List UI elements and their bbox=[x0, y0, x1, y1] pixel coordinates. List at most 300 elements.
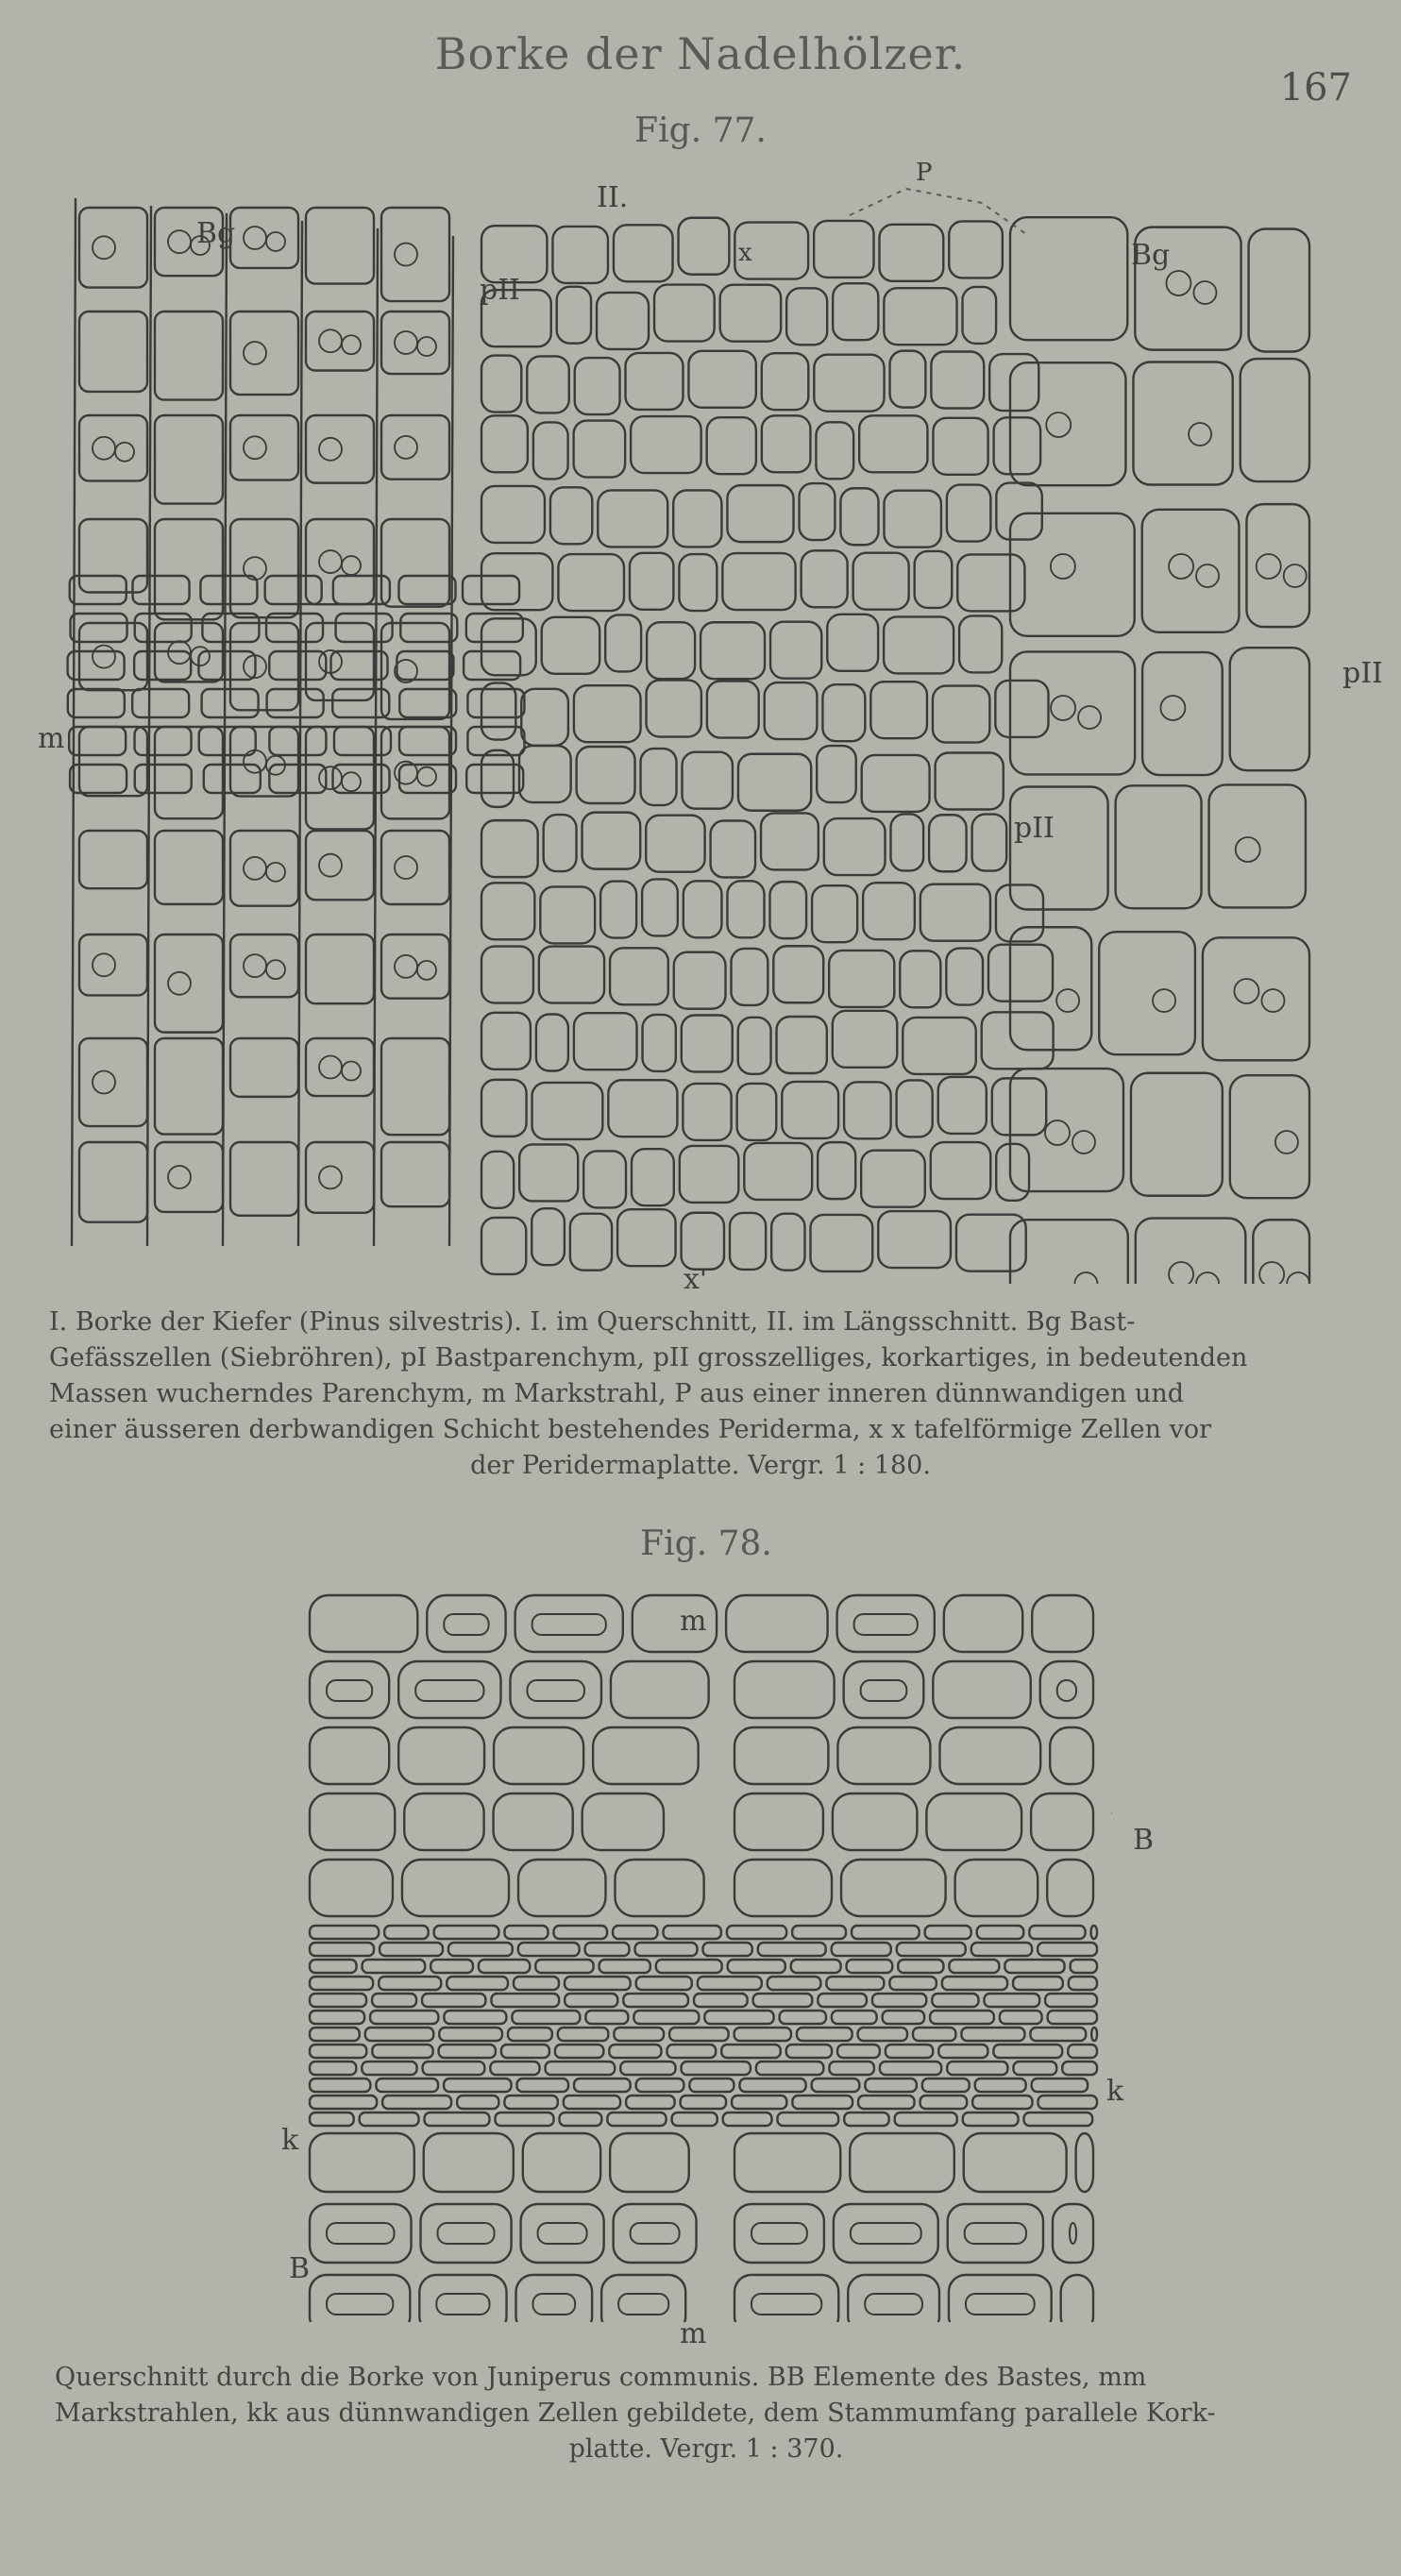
cell-nucleus bbox=[1275, 1131, 1298, 1153]
cork-cell bbox=[847, 1960, 893, 1973]
cork-cell bbox=[564, 2096, 620, 2109]
periderm-cell bbox=[711, 820, 755, 877]
cork-cell bbox=[723, 2113, 772, 2126]
cork-cell bbox=[574, 2079, 631, 2092]
cell-nucleus bbox=[1153, 989, 1175, 1012]
bast-cell bbox=[593, 1727, 699, 1784]
sieve-tube-cell bbox=[155, 727, 223, 818]
cork-cell bbox=[623, 1994, 688, 2007]
cork-cell bbox=[636, 2079, 684, 2092]
cork-cell bbox=[633, 2011, 699, 2024]
periderm-cell bbox=[481, 820, 538, 877]
bast-cell bbox=[850, 2133, 954, 2192]
periderm-cell bbox=[688, 351, 755, 408]
fig77-caption-line: der Peridermaplatte. Vergr. 1 : 180. bbox=[470, 1451, 931, 1480]
bast-cell bbox=[616, 1860, 704, 1916]
cell-nucleus bbox=[1056, 989, 1079, 1012]
cork-cell bbox=[310, 2113, 354, 2126]
periderm-cell bbox=[519, 746, 571, 802]
bast-cell bbox=[1040, 1661, 1093, 1718]
cork-cell bbox=[565, 1994, 617, 2007]
periderm-cell bbox=[722, 553, 795, 610]
fig77-caption-line: Gefässzellen (Siebröhren), pI Bastparenchym, pII grosszelliges, korkartiges, in bedeutenden bbox=[49, 1343, 1248, 1372]
cell-nucleus bbox=[115, 443, 134, 462]
cell-nucleus bbox=[395, 856, 417, 879]
periderm-cell bbox=[641, 749, 677, 805]
periderm-cell bbox=[957, 554, 1024, 611]
periderm-cell bbox=[933, 418, 987, 475]
bast-cell bbox=[734, 2204, 824, 2263]
cork-cell bbox=[425, 2113, 490, 2126]
fig78-caption-line: Markstrahlen, kk aus dünnwandigen Zellen gebildete, dem Stammumfang parallele Kork- bbox=[55, 2399, 1216, 2428]
periderm-cell bbox=[777, 1017, 827, 1073]
bast-lumen bbox=[327, 2294, 393, 2315]
cell-nucleus bbox=[266, 960, 285, 979]
cell-nucleus bbox=[342, 556, 361, 575]
fig78-label-m-bottom: m bbox=[680, 2317, 707, 2350]
cell-nucleus bbox=[266, 232, 285, 251]
bast-lumen bbox=[631, 2223, 680, 2244]
cork-cell bbox=[1013, 2062, 1056, 2075]
periderm-cell bbox=[646, 816, 704, 872]
periderm-cell bbox=[761, 813, 819, 869]
bast-cell bbox=[494, 1793, 573, 1850]
periderm-cell bbox=[481, 415, 528, 472]
cell-nucleus bbox=[395, 955, 417, 978]
cell-nucleus bbox=[168, 1166, 191, 1188]
periderm-cell bbox=[527, 356, 568, 412]
periderm-cell bbox=[610, 948, 668, 1004]
periderm-cell bbox=[605, 615, 641, 671]
periderm-cell bbox=[762, 415, 811, 472]
bast-lumen bbox=[532, 2294, 575, 2315]
periderm-cell bbox=[870, 682, 927, 738]
bast-cell bbox=[1031, 1793, 1093, 1850]
cork-cell bbox=[1029, 1926, 1085, 1939]
bast-cell bbox=[310, 1793, 395, 1850]
cork-cell bbox=[439, 2028, 502, 2041]
bast-lumen bbox=[532, 1614, 606, 1635]
bast-lumen bbox=[327, 1680, 372, 1701]
periderm-cell bbox=[972, 815, 1007, 871]
periderm-cell bbox=[574, 421, 626, 478]
periderm-cell bbox=[812, 885, 857, 942]
sieve-tube-cell bbox=[230, 831, 298, 906]
periderm-cell bbox=[995, 681, 1048, 737]
cork-cell bbox=[372, 1994, 416, 2007]
cork-cell bbox=[698, 1977, 762, 1990]
cork-cell bbox=[518, 1943, 580, 1956]
sieve-tube-cell bbox=[155, 415, 223, 504]
cork-cell bbox=[844, 2113, 888, 2126]
cell-nucleus bbox=[417, 337, 436, 356]
sieve-tube-cell bbox=[306, 831, 374, 900]
cork-cell bbox=[609, 2045, 661, 2058]
fig77-label-bg-right: Bg bbox=[1131, 239, 1171, 272]
cork-cell bbox=[448, 1943, 513, 1956]
bast-cell bbox=[1076, 2133, 1093, 2192]
periderm-cell bbox=[890, 351, 926, 408]
periderm-cell bbox=[540, 886, 595, 943]
periderm-cell bbox=[481, 1013, 531, 1069]
cork-cell bbox=[938, 2045, 987, 2058]
sieve-tube-cell bbox=[381, 519, 449, 607]
periderm-cell bbox=[891, 814, 924, 870]
sieve-tube-cell bbox=[306, 208, 374, 284]
medullary-ray-cell bbox=[466, 765, 523, 793]
parenchyma-cell bbox=[1253, 1220, 1309, 1284]
cork-cell bbox=[728, 1960, 785, 1973]
bast-lumen bbox=[527, 1680, 583, 1701]
periderm-cell bbox=[544, 815, 577, 871]
medullary-ray-cell bbox=[132, 689, 189, 717]
periderm-cell bbox=[782, 1082, 838, 1138]
cork-cell bbox=[512, 2011, 580, 2024]
periderm-cell bbox=[738, 754, 811, 811]
parenchyma-cell bbox=[1249, 229, 1309, 352]
bast-lumen bbox=[865, 2294, 922, 2315]
periderm-cell bbox=[679, 218, 730, 275]
periderm-cell bbox=[800, 483, 836, 540]
bast-cell bbox=[734, 1793, 823, 1850]
periderm-cell bbox=[840, 488, 878, 545]
bast-cell bbox=[404, 1793, 483, 1850]
parenchyma-cell bbox=[1010, 1220, 1128, 1284]
cell-nucleus bbox=[1074, 1272, 1097, 1284]
cork-cell bbox=[949, 1960, 999, 1973]
medullary-ray-cell bbox=[200, 576, 257, 604]
cork-cell bbox=[732, 2096, 786, 2109]
cork-cell bbox=[430, 1960, 473, 1973]
cell-nucleus bbox=[342, 335, 361, 354]
periderm-cell bbox=[570, 1214, 612, 1271]
cork-cell bbox=[898, 1960, 943, 1973]
cell-nucleus bbox=[1234, 979, 1258, 1003]
periderm-cell bbox=[682, 1213, 724, 1270]
periderm-cell bbox=[770, 622, 821, 679]
cork-cell bbox=[635, 1943, 698, 1956]
periderm-cell bbox=[737, 1084, 777, 1140]
periderm-cell bbox=[730, 1213, 766, 1270]
cork-cell bbox=[546, 2062, 616, 2075]
cork-cell bbox=[565, 1977, 631, 1990]
cell-nucleus bbox=[244, 954, 266, 977]
bast-cell bbox=[494, 1727, 583, 1784]
sieve-tube-cell bbox=[381, 831, 449, 904]
periderm-cell bbox=[727, 485, 793, 542]
parenchyma-cell bbox=[1010, 217, 1127, 340]
periderm-cell bbox=[786, 288, 827, 345]
periderm-cell bbox=[994, 417, 1041, 474]
fig78-label-m-top: m bbox=[680, 1605, 707, 1638]
periderm-cell bbox=[625, 353, 683, 410]
cell-nucleus bbox=[93, 437, 115, 460]
cell-nucleus bbox=[395, 331, 417, 354]
cork-cell bbox=[434, 1926, 499, 1939]
cork-cell bbox=[514, 1977, 559, 1990]
cork-cell bbox=[1024, 2113, 1093, 2126]
periderm-cell bbox=[988, 945, 1053, 1002]
medullary-ray-cell bbox=[69, 727, 126, 755]
cork-cell bbox=[913, 2028, 955, 2041]
cork-cell bbox=[791, 1960, 841, 1973]
sieve-tube-cell bbox=[155, 311, 223, 400]
periderm-cell bbox=[552, 227, 608, 283]
sieve-tube-cell bbox=[306, 934, 374, 1003]
cell-nucleus bbox=[1078, 706, 1101, 729]
periderm-cell bbox=[931, 352, 984, 409]
periderm-cell bbox=[824, 818, 886, 875]
cork-cell bbox=[1069, 1977, 1097, 1990]
periderm-cell bbox=[682, 1015, 733, 1071]
periderm-cell bbox=[598, 490, 667, 547]
periderm-cell bbox=[771, 1214, 804, 1271]
bast-cell bbox=[734, 1661, 835, 1718]
periderm-cell bbox=[814, 355, 884, 412]
cork-cell bbox=[501, 2045, 549, 2058]
cell-nucleus bbox=[244, 436, 266, 459]
cork-cell bbox=[777, 2113, 838, 2126]
cork-cell bbox=[310, 2011, 364, 2024]
periderm-cell bbox=[946, 949, 983, 1005]
cork-cell bbox=[310, 1926, 379, 1939]
bast-cell bbox=[926, 1793, 1021, 1850]
figure-77-caption bbox=[49, 1305, 1352, 1484]
fig77-caption-line: Massen wucherndes Parenchym, m Markstrahl, P aus einer inneren dünnwandigen und bbox=[49, 1379, 1185, 1408]
cell-nucleus bbox=[1287, 1272, 1309, 1284]
cork-cell bbox=[535, 1960, 593, 1973]
bast-lumen bbox=[538, 2223, 587, 2244]
periderm-cell bbox=[827, 615, 878, 671]
fig78-label-k-right: k bbox=[1106, 2075, 1124, 2108]
cork-cell bbox=[362, 2062, 416, 2075]
bast-cell bbox=[833, 1793, 917, 1850]
cork-cell bbox=[792, 2096, 852, 2109]
periderm-cell bbox=[810, 1215, 872, 1271]
periderm-cell bbox=[654, 285, 715, 342]
cork-cell bbox=[310, 2079, 370, 2092]
cork-cell bbox=[972, 2096, 1032, 2109]
cork-cell bbox=[672, 2113, 717, 2126]
parenchyma-cell bbox=[1010, 1069, 1123, 1191]
cell-nucleus bbox=[266, 863, 285, 882]
periderm-cell bbox=[481, 618, 536, 675]
bast-lumen bbox=[438, 2223, 495, 2244]
cell-nucleus bbox=[93, 236, 115, 259]
bast-lumen bbox=[327, 2223, 395, 2244]
periderm-cell bbox=[936, 753, 1004, 810]
cork-cell bbox=[439, 2045, 496, 2058]
periderm-cell bbox=[884, 491, 940, 547]
cell-nucleus bbox=[1051, 554, 1075, 579]
periderm-cell bbox=[982, 1012, 1054, 1069]
cork-cell bbox=[490, 2062, 539, 2075]
cork-cell bbox=[656, 1960, 722, 1973]
cell-nucleus bbox=[1166, 271, 1190, 295]
cork-cell bbox=[858, 2028, 907, 2041]
periderm-cell bbox=[897, 1080, 933, 1136]
sieve-tube-cell bbox=[155, 934, 223, 1033]
cork-cell bbox=[922, 2079, 970, 2092]
periderm-cell bbox=[481, 883, 534, 939]
figure-77-illustration bbox=[57, 160, 1326, 1284]
cork-cell bbox=[984, 1994, 1039, 2007]
sieve-tube-cell bbox=[230, 934, 298, 997]
medullary-ray-cell bbox=[134, 651, 191, 680]
periderm-cell bbox=[574, 1013, 637, 1069]
sieve-tube-cell bbox=[306, 415, 374, 483]
medullary-ray-cell bbox=[133, 576, 190, 604]
cork-cell bbox=[971, 1943, 1032, 1956]
cork-cell bbox=[925, 1926, 971, 1939]
cell-nucleus bbox=[93, 953, 115, 976]
periderm-cell bbox=[859, 415, 927, 472]
cork-cell bbox=[837, 2045, 880, 2058]
bast-cell bbox=[837, 1595, 935, 1652]
bast-cell bbox=[402, 1860, 509, 1916]
cork-cell bbox=[613, 1926, 657, 1939]
cell-nucleus bbox=[244, 227, 266, 249]
medullary-ray-cell bbox=[204, 765, 261, 793]
cell-nucleus bbox=[244, 557, 266, 580]
fig77-caption-line: I. Borke der Kiefer (Pinus silvestris). I. im Querschnitt, II. im Längsschnitt. Bg Bast- bbox=[49, 1307, 1136, 1337]
sieve-tube-cell bbox=[79, 727, 147, 796]
periderm-cell bbox=[632, 1149, 674, 1205]
cork-cell bbox=[508, 2028, 552, 2041]
cork-cell bbox=[812, 2079, 860, 2092]
cork-cell bbox=[667, 2045, 716, 2058]
bast-lumen bbox=[415, 1680, 483, 1701]
cork-cell bbox=[363, 1960, 426, 1973]
sieve-tube-cell bbox=[79, 1142, 147, 1222]
periderm-cell bbox=[959, 615, 1002, 672]
fig77-label-pII-mid: pII bbox=[1014, 812, 1055, 845]
cell-nucleus bbox=[395, 244, 417, 266]
sieve-tube-cell bbox=[381, 1142, 449, 1206]
sieve-tube-cell bbox=[306, 1142, 374, 1213]
sieve-tube-cell bbox=[79, 311, 147, 392]
sieve-tube-cell bbox=[381, 208, 449, 301]
periderm-cell bbox=[996, 483, 1041, 540]
sieve-tube-cell bbox=[230, 415, 298, 480]
bast-lumen bbox=[1057, 1680, 1076, 1701]
bast-cell bbox=[518, 1860, 605, 1916]
bast-cell bbox=[834, 2204, 938, 2263]
cork-cell bbox=[517, 2079, 568, 2092]
periderm-cell bbox=[770, 882, 807, 938]
parenchyma-cell bbox=[1142, 652, 1223, 775]
cork-cell bbox=[444, 2079, 511, 2092]
bast-cell bbox=[582, 1793, 664, 1850]
cork-cell bbox=[504, 1926, 548, 1939]
periderm-cell bbox=[802, 550, 848, 607]
parenchyma-cell bbox=[1116, 785, 1202, 908]
cork-cell bbox=[920, 2096, 968, 2109]
bast-cell bbox=[837, 1727, 930, 1784]
periderm-cell bbox=[900, 951, 940, 1007]
periderm-cell bbox=[684, 881, 722, 937]
periderm-cell bbox=[481, 1152, 514, 1208]
cork-cell bbox=[883, 2011, 924, 2024]
periderm-cell bbox=[680, 1146, 739, 1203]
cork-cell bbox=[380, 1943, 443, 1956]
periderm-cell bbox=[920, 884, 990, 941]
cork-cell bbox=[372, 2045, 432, 2058]
bast-cell bbox=[610, 2133, 689, 2192]
cork-cell bbox=[310, 2096, 377, 2109]
cork-cell bbox=[491, 1994, 559, 2007]
cork-cell bbox=[384, 1926, 428, 1939]
periderm-cell bbox=[762, 353, 808, 410]
periderm-cell bbox=[481, 683, 515, 740]
bast-lumen bbox=[618, 2294, 668, 2315]
cork-cell bbox=[495, 2113, 553, 2126]
cork-cell bbox=[553, 1926, 607, 1939]
cell-nucleus bbox=[1072, 1131, 1095, 1153]
bast-cell bbox=[398, 1727, 484, 1784]
parenchyma-cell bbox=[1131, 1073, 1223, 1196]
cork-cell bbox=[1030, 2028, 1086, 2041]
cell-nucleus bbox=[1261, 989, 1284, 1012]
sieve-tube-cell bbox=[306, 519, 374, 604]
cell-nucleus bbox=[1169, 1262, 1193, 1284]
sieve-tube-cell bbox=[381, 1038, 449, 1135]
periderm-cell bbox=[884, 288, 956, 345]
periderm-cell bbox=[938, 1077, 987, 1134]
fig77-label-P: P bbox=[916, 159, 933, 187]
cork-cell bbox=[559, 2113, 601, 2126]
medullary-ray-cell bbox=[68, 689, 125, 717]
periderm-cell bbox=[929, 815, 966, 871]
cell-nucleus bbox=[319, 766, 342, 789]
cork-cell bbox=[872, 1994, 926, 2007]
cell-nucleus bbox=[1284, 564, 1307, 587]
periderm-cell bbox=[765, 682, 818, 739]
sieve-tube-cell bbox=[381, 415, 449, 480]
cork-cell bbox=[310, 1943, 374, 1956]
cork-cell bbox=[880, 2062, 941, 2075]
cork-cell bbox=[626, 2096, 674, 2109]
cork-cell bbox=[555, 2045, 603, 2058]
periderm-cell bbox=[707, 682, 759, 738]
cell-nucleus bbox=[1259, 1262, 1284, 1284]
periderm-cell bbox=[853, 553, 909, 610]
cork-cell bbox=[1038, 1943, 1097, 1956]
periderm-cell bbox=[630, 553, 673, 610]
periderm-cell bbox=[903, 1018, 975, 1074]
cork-cell bbox=[664, 1926, 721, 1939]
sieve-tube-cell bbox=[79, 415, 147, 480]
cork-cell bbox=[382, 2096, 451, 2109]
periderm-cell bbox=[647, 681, 701, 737]
cork-cell bbox=[702, 1943, 751, 1956]
bast-cell bbox=[310, 1661, 389, 1718]
cork-cell bbox=[585, 1943, 630, 1956]
periderm-cell bbox=[597, 293, 649, 349]
cell-nucleus bbox=[168, 972, 191, 995]
periderm-cell bbox=[822, 684, 865, 741]
bast-cell bbox=[310, 2204, 412, 2263]
periderm-cell bbox=[582, 813, 641, 869]
periderm-cell bbox=[833, 283, 878, 340]
fig77-label-bg-left: Bg bbox=[196, 217, 236, 250]
bast-cell bbox=[310, 1860, 393, 1916]
periderm-cell bbox=[574, 685, 641, 742]
periderm-cell bbox=[647, 622, 695, 679]
bast-cell bbox=[424, 2133, 514, 2192]
bast-lumen bbox=[851, 2223, 921, 2244]
cork-cell bbox=[818, 1994, 867, 2007]
